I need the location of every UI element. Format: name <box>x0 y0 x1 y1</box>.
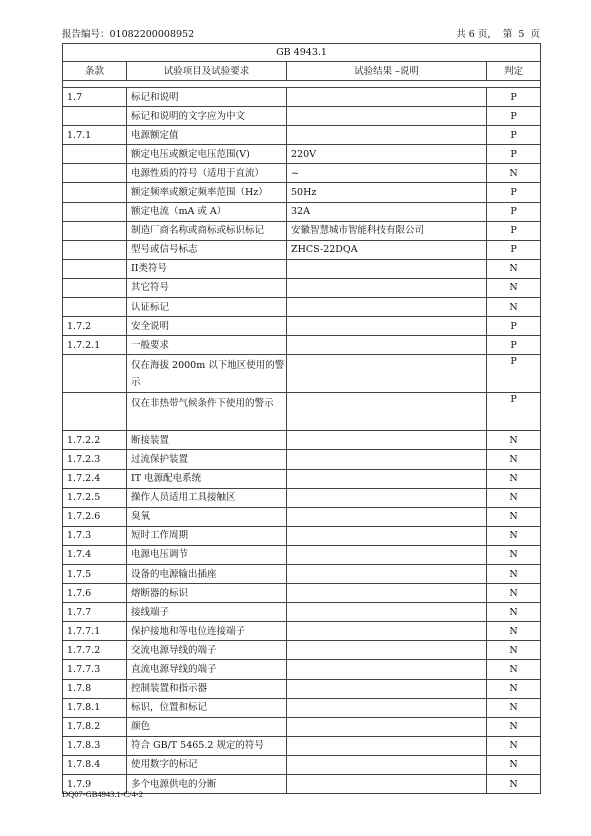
table-row <box>63 469 541 488</box>
result-cell <box>287 126 487 145</box>
result-cell <box>287 622 487 641</box>
clause-cell <box>63 221 127 240</box>
clause-cell: 1.7.5 <box>63 564 127 583</box>
verdict-cell: N <box>487 717 541 736</box>
table-row <box>63 126 541 145</box>
result-cell <box>287 603 487 622</box>
result-cell <box>287 641 487 660</box>
result-cell <box>287 755 487 774</box>
clause-cell <box>63 298 127 317</box>
page-prefix: 第 <box>502 29 513 40</box>
item-cell: 制造厂商名称或商标或标识标记 <box>127 221 287 240</box>
table-row <box>63 545 541 564</box>
verdict-cell: N <box>487 660 541 679</box>
verdict-cell: P <box>487 355 541 393</box>
clause-cell: 1.7.2.2 <box>63 431 127 450</box>
clause-cell <box>63 393 127 431</box>
result-cell <box>287 393 487 431</box>
result-cell <box>287 450 487 469</box>
verdict-cell: N <box>487 775 541 794</box>
column-header-result: 试验结果 –说明 <box>287 62 487 81</box>
table-row <box>63 584 541 603</box>
result-cell <box>287 107 487 126</box>
clause-cell: 1.7.8.1 <box>63 698 127 717</box>
item-cell: 交流电源导线的端子 <box>127 641 287 660</box>
clause-cell: 1.7.7.1 <box>63 622 127 641</box>
clause-cell <box>63 202 127 221</box>
result-cell <box>287 431 487 450</box>
clause-cell: 1.7.2.6 <box>63 507 127 526</box>
item-cell: 短时工作周期 <box>127 526 287 545</box>
item-cell: 符合 GB/T 5465.2 规定的符号 <box>127 736 287 755</box>
table-row <box>63 755 541 774</box>
verdict-cell: N <box>487 564 541 583</box>
clause-cell: 1.7.6 <box>63 584 127 603</box>
table-row <box>63 488 541 507</box>
table-row <box>63 736 541 755</box>
table-row <box>63 278 541 297</box>
table-row <box>63 183 541 202</box>
verdict-cell: N <box>487 298 541 317</box>
table-row <box>63 450 541 469</box>
table-row <box>63 259 541 278</box>
item-cell: 断接装置 <box>127 431 287 450</box>
clause-cell: 1.7.3 <box>63 526 127 545</box>
item-cell: IT 电源配电系统 <box>127 469 287 488</box>
result-cell <box>287 507 487 526</box>
item-cell: II类符号 <box>127 259 287 278</box>
page-indicator <box>453 28 540 42</box>
column-header-clause: 条款 <box>63 62 127 81</box>
result-cell: 220V <box>287 145 487 164</box>
item-cell: 颜色 <box>127 717 287 736</box>
item-cell: 安全说明 <box>127 317 287 336</box>
item-cell: 电源额定值 <box>127 126 287 145</box>
result-cell <box>287 336 487 355</box>
table-row <box>63 202 541 221</box>
result-cell <box>287 679 487 698</box>
result-cell <box>287 355 487 393</box>
clause-cell <box>63 183 127 202</box>
clause-cell: 1.7.2.1 <box>63 336 127 355</box>
table-row <box>63 355 541 393</box>
form-code: DQ07-GB4943.1-C/4-2 <box>62 789 143 799</box>
item-cell: 保护接地和等电位连接端子 <box>127 622 287 641</box>
clause-cell: 1.7.2.5 <box>63 488 127 507</box>
result-cell <box>287 660 487 679</box>
verdict-cell: P <box>487 183 541 202</box>
clause-cell <box>63 355 127 393</box>
clause-cell: 1.7.7.3 <box>63 660 127 679</box>
clause-cell <box>63 259 127 278</box>
item-cell: 控制装置和指示器 <box>127 679 287 698</box>
table-row <box>63 717 541 736</box>
clause-cell: 1.7.8.3 <box>63 736 127 755</box>
verdict-cell: P <box>487 145 541 164</box>
result-cell <box>287 775 487 794</box>
item-cell: 仅在海拔 2000m 以下地区使用的警示 <box>127 355 287 393</box>
item-cell: 额定电压或额定电压范围(V) <box>127 145 287 164</box>
result-cell <box>287 488 487 507</box>
verdict-cell: N <box>487 164 541 183</box>
clause-cell: 1.7.8.4 <box>63 755 127 774</box>
item-cell: 多个电源供电的分断 <box>127 775 287 794</box>
verdict-cell: N <box>487 545 541 564</box>
table-row <box>63 698 541 717</box>
verdict-cell: N <box>487 736 541 755</box>
item-cell: 一般要求 <box>127 336 287 355</box>
item-cell: 标记和说明 <box>127 88 287 107</box>
result-cell <box>287 564 487 583</box>
table-row <box>63 107 541 126</box>
verdict-cell: N <box>487 507 541 526</box>
verdict-cell: P <box>487 126 541 145</box>
item-cell: 接线端子 <box>127 603 287 622</box>
item-cell: 电源电压调节 <box>127 545 287 564</box>
clause-cell <box>63 145 127 164</box>
item-cell: 认证标记 <box>127 298 287 317</box>
report-number: 报告编号：01082200008952 <box>62 29 195 40</box>
clause-cell <box>63 164 127 183</box>
result-cell <box>287 545 487 564</box>
table-row <box>63 164 541 183</box>
verdict-cell: N <box>487 584 541 603</box>
result-cell <box>287 317 487 336</box>
item-cell: 直流电源导线的端子 <box>127 660 287 679</box>
result-cell <box>287 469 487 488</box>
item-cell: 操作人员适用工具接触区 <box>127 488 287 507</box>
verdict-cell: P <box>487 317 541 336</box>
clause-cell: 1.7.2 <box>63 317 127 336</box>
page-number: 5 <box>518 29 525 40</box>
clause-cell: 1.7.1 <box>63 126 127 145</box>
item-cell: 熔断器的标识 <box>127 584 287 603</box>
table-row <box>63 393 541 431</box>
header-spacer <box>63 81 541 88</box>
table-body <box>63 88 541 794</box>
item-cell: 臭氧 <box>127 507 287 526</box>
verdict-cell: P <box>487 107 541 126</box>
clause-cell: 1.7.2.4 <box>63 469 127 488</box>
verdict-cell: P <box>487 88 541 107</box>
result-cell <box>287 717 487 736</box>
clause-cell <box>63 240 127 259</box>
result-cell: ZHCS-22DQA <box>287 240 487 259</box>
item-cell: 使用数字的标记 <box>127 755 287 774</box>
verdict-cell: N <box>487 698 541 717</box>
table-row <box>63 240 541 259</box>
table-row <box>63 336 541 355</box>
table-row <box>63 603 541 622</box>
result-cell <box>287 698 487 717</box>
item-cell: 标识，位置和标记 <box>127 698 287 717</box>
item-cell: 电源性质的符号（适用于直流） <box>127 164 287 183</box>
clause-cell <box>63 107 127 126</box>
table-row <box>63 317 541 336</box>
table-row <box>63 431 541 450</box>
table-row <box>63 88 541 107</box>
column-header-verdict: 判定 <box>487 62 541 81</box>
verdict-cell: N <box>487 622 541 641</box>
verdict-cell: P <box>487 221 541 240</box>
item-cell: 过流保护装置 <box>127 450 287 469</box>
result-cell <box>287 298 487 317</box>
result-cell: 50Hz <box>287 183 487 202</box>
verdict-cell: N <box>487 259 541 278</box>
result-cell: 32A <box>287 202 487 221</box>
table-row <box>63 526 541 545</box>
clause-cell: 1.7.4 <box>63 545 127 564</box>
verdict-cell: N <box>487 755 541 774</box>
table-row <box>63 641 541 660</box>
clause-cell: 1.7.8 <box>63 679 127 698</box>
verdict-cell: P <box>487 393 541 431</box>
result-cell: ~ <box>287 164 487 183</box>
clause-cell: 1.7.8.2 <box>63 717 127 736</box>
verdict-cell: N <box>487 450 541 469</box>
table-row <box>63 564 541 583</box>
result-cell: 安徽智慧城市智能科技有限公司 <box>287 221 487 240</box>
result-cell <box>287 736 487 755</box>
page-header <box>62 28 540 42</box>
verdict-cell: N <box>487 526 541 545</box>
verdict-cell: P <box>487 240 541 259</box>
column-header-item: 试验项目及试验要求 <box>127 62 287 81</box>
result-cell <box>287 526 487 545</box>
item-cell: 额定电流（mA 或 A） <box>127 202 287 221</box>
item-cell: 仅在非热带气候条件下使用的警示 <box>127 393 287 431</box>
clause-cell: 1.7 <box>63 88 127 107</box>
verdict-cell: P <box>487 336 541 355</box>
item-cell: 设备的电源输出插座 <box>127 564 287 583</box>
clause-cell: 1.7.7.2 <box>63 641 127 660</box>
table-row <box>63 660 541 679</box>
table-row <box>63 221 541 240</box>
result-cell <box>287 584 487 603</box>
table-row <box>63 298 541 317</box>
verdict-cell: P <box>487 202 541 221</box>
item-cell: 型号或信号标志 <box>127 240 287 259</box>
verdict-cell: N <box>487 488 541 507</box>
clause-cell: 1.7.9 <box>63 775 127 794</box>
standard-title: GB 4943.1 <box>63 44 541 62</box>
item-cell: 标记和说明的文字应为中文 <box>127 107 287 126</box>
verdict-cell: N <box>487 603 541 622</box>
table-row <box>63 145 541 164</box>
result-cell <box>287 88 487 107</box>
table-row <box>63 622 541 641</box>
item-cell: 其它符号 <box>127 278 287 297</box>
result-cell <box>287 278 487 297</box>
clause-cell: 1.7.2.3 <box>63 450 127 469</box>
result-cell <box>287 259 487 278</box>
clause-cell: 1.7.7 <box>63 603 127 622</box>
test-results-table <box>62 43 541 794</box>
verdict-cell: N <box>487 641 541 660</box>
total-pages: 共 6 页， <box>456 29 497 40</box>
table-row <box>63 507 541 526</box>
verdict-cell: N <box>487 469 541 488</box>
table-row <box>63 679 541 698</box>
page-suffix: 页 <box>530 29 540 40</box>
verdict-cell: N <box>487 679 541 698</box>
verdict-cell: N <box>487 278 541 297</box>
item-cell: 额定频率或额定频率范围（Hz） <box>127 183 287 202</box>
verdict-cell: N <box>487 431 541 450</box>
clause-cell <box>63 278 127 297</box>
